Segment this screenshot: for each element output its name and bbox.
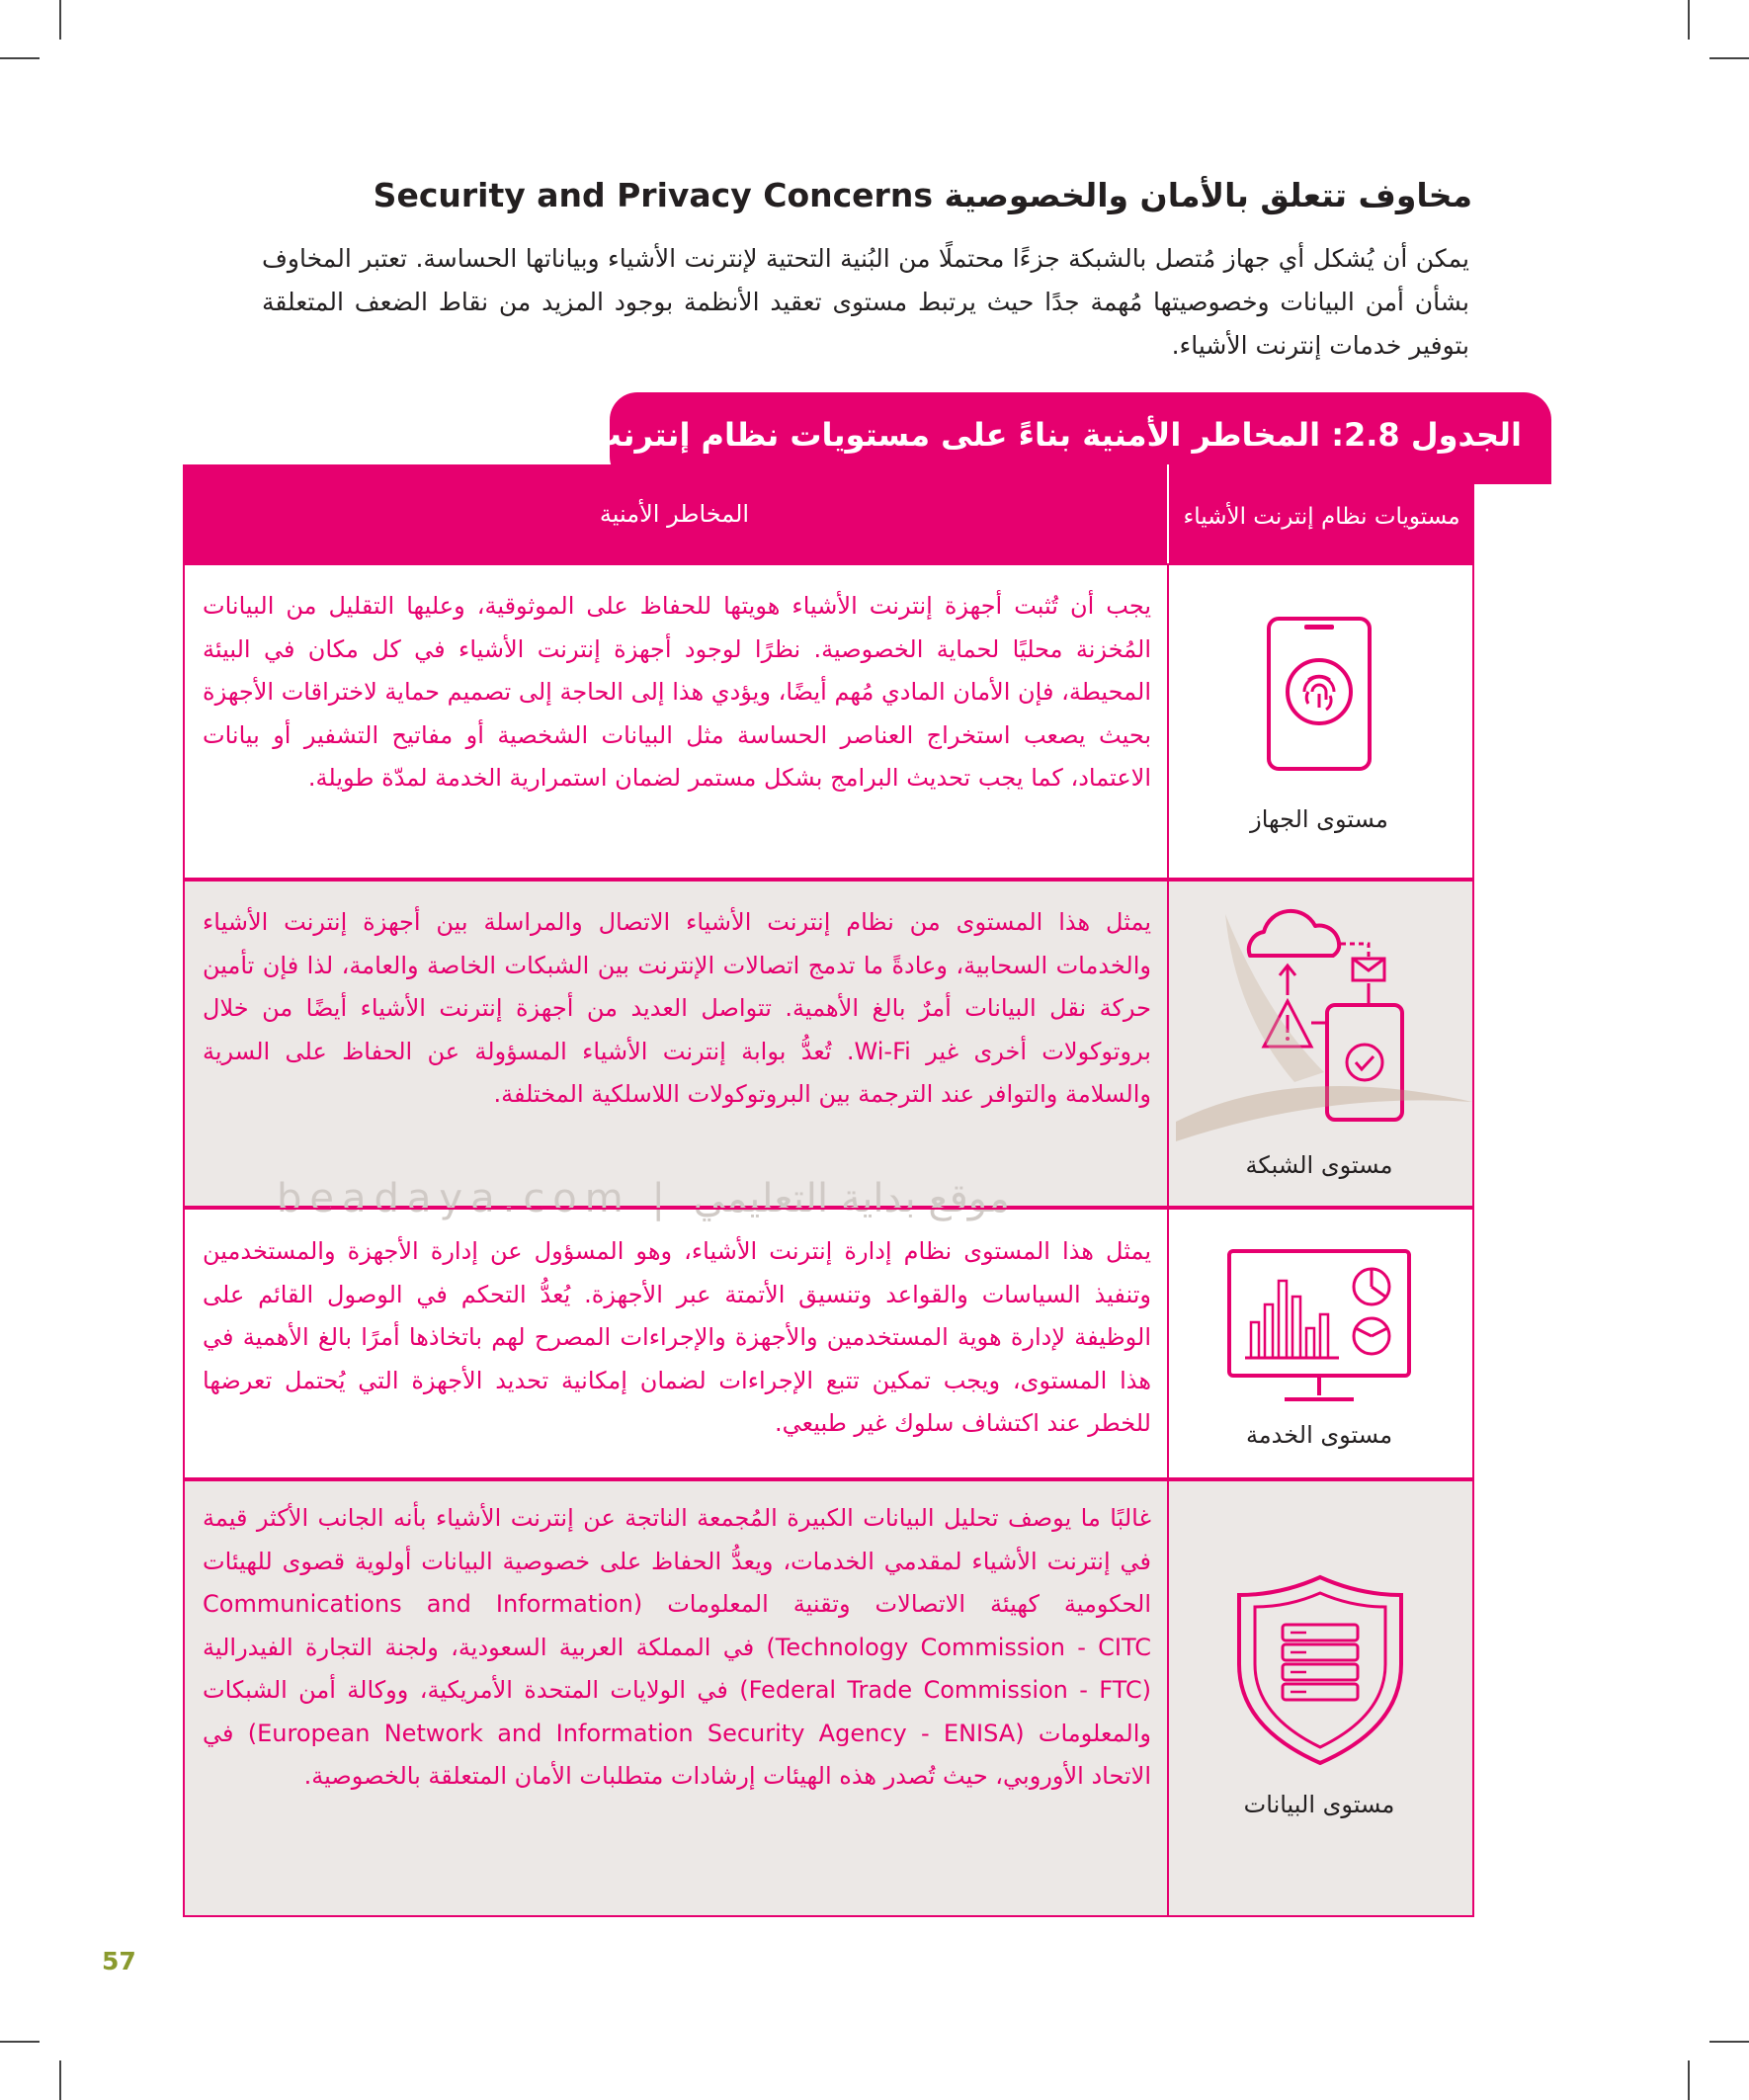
risk-text-data: غالبًا ما يوصف تحليل البيانات الكبيرة المُجمعة الناتجة عن إنترنت الأشياء بأنه الجانب الأكثر قيمة في إنترنت الأشياء لمقدمي الخدمات، ويعدُّ الحفاظ على خصوصية البيانات أولوية قصوى للهيئات الحكومية كهيئة الاتصالات وتقنية المعلومات (Communications and Information Technology Commission - CITC) في المملكة العربية السعودية، ولجنة التجارة الفيدرالية (Federal Trade Commission - FTC) في الولايات المتحدة الأمريكية، ووكالة أمن الشبكات والمعلومات (European Network and Information Security Agency - ENISA) في الاتحاد الأوروبي، حيث تُصدر هذه الهيئات إرشادات متطلبات الأمان المتعلقة بالخصوصية.	[203, 1504, 1152, 1790]
fingerprint-phone-icon	[1265, 615, 1374, 773]
crop-mark	[1709, 57, 1749, 59]
intro-paragraph: يمكن أن يُشكل أي جهاز مُتصل بالشبكة جزءًا محتملًا من البُنية التحتية لإنترنت الأشياء وبياناتها الحساسة. تعتبر المخاوف بشأن أمن البيانات وخصوصيتها مُهمة جدًا حيث يرتبط مستوى تعقيد الأنظمة بوجود المزيد من نقاط الضعف المتعلقة بتوفير خدمات إنترنت الأشياء.	[262, 244, 1469, 360]
risk-text-device: يجب أن تُثبت أجهزة إنترنت الأشياء هويتها للحفاظ على الموثوقية، وعليها التقليل من البيانات المُخزنة محليًا لحماية الخصوصية. نظرًا لوجود أجهزة إنترنت الأشياء في كل مكان في البيئة المحيطة، فإن الأمان المادي مُهم أيضًا، ويؤدي هذا إلى الحاجة إلى تصميم حماية لاختراقات الأجهزة بحيث يصعب استخراج العناصر الحساسة مثل البيانات الشخصية أو مفاتيح التشفير أو بيانات الاعتماد، كما يجب تحديث البرامج بشكل مستمر لضمان استمرارية الخدمة لمدّة طويلة.	[203, 592, 1151, 792]
level-network: مستوى الشبكة	[1245, 1151, 1393, 1179]
table-caption: الجدول 2.8: المخاطر الأمنية بناءً على مستويات نظام إنترنت الأشياء	[471, 416, 1522, 454]
crop-mark	[1688, 2060, 1690, 2100]
analytics-monitor-icon	[1225, 1247, 1413, 1410]
risk-text-network: يمثل هذا المستوى من نظام إنترنت الأشياء الاتصال والمراسلة بين أجهزة إنترنت الأشياء والخدمات السحابية، وعادةً ما تدمج اتصالات الإنترنت بين الشبكات الخاصة والعامة، لذا فإن تأمين حركة نقل البيانات أمرٌ بالغ الأهمية. تتواصل العديد من أجهزة إنترنت الأشياء أيضًا من خلال بروتوكولات أخرى غير Wi-Fi. تُعدُّ بوابة إنترنت الأشياء المسؤولة عن الحفاظ على السرية والسلامة والتوافر عند الترجمة بين البروتوكولات اللاسلكية المختلفة.	[203, 908, 1151, 1108]
crop-mark	[0, 57, 40, 59]
column-divider	[1167, 565, 1169, 878]
column-divider	[1167, 1210, 1169, 1477]
header-security-risks: المخاطر الأمنية	[599, 500, 750, 528]
column-divider	[1167, 1481, 1169, 1915]
database-shield-icon	[1233, 1571, 1407, 1769]
header-iot-levels: مستويات نظام إنترنت الأشياء	[1183, 504, 1460, 530]
crop-mark	[0, 2041, 40, 2043]
crop-mark	[59, 0, 61, 40]
risk-text-service: يمثل هذا المستوى نظام إدارة إنترنت الأشياء، وهو المسؤول عن إدارة الأجهزة والمستخدمين وتنفيذ السياسات والقواعد وتنسيق الأتمتة عبر الأجهزة. يُعدُّ التحكم في الوصول القائم على الوظيفة لإدارة هوية المستخدمين والأجهزة والإجراءات المصرح لهم باتخاذها أمرًا بالغ الأهمية في هذا المستوى، ويجب تمكين تتبع الإجراءات لضمان إمكانية تحديد الأجهزة التي يُحتمل تعرضها للخطر عند اكتشاف سلوك غير طبيعي.	[203, 1237, 1151, 1437]
level-service: مستوى الخدمة	[1245, 1421, 1393, 1449]
level-device: مستوى الجهاز	[1250, 805, 1388, 833]
level-data: مستوى البيانات	[1243, 1791, 1395, 1818]
brand-watermark-logo	[1117, 894, 1492, 1191]
crop-mark	[1688, 0, 1690, 40]
page-number: 57	[102, 1947, 136, 1975]
watermark-tagline: beadaya.com | موقع بداية التعليمي	[277, 1176, 1010, 1221]
section-heading: مخاوف تتعلق بالأمان والخصوصية Security and Privacy Concerns	[373, 176, 1472, 214]
crop-mark	[59, 2060, 61, 2100]
crop-mark	[1709, 2041, 1749, 2043]
